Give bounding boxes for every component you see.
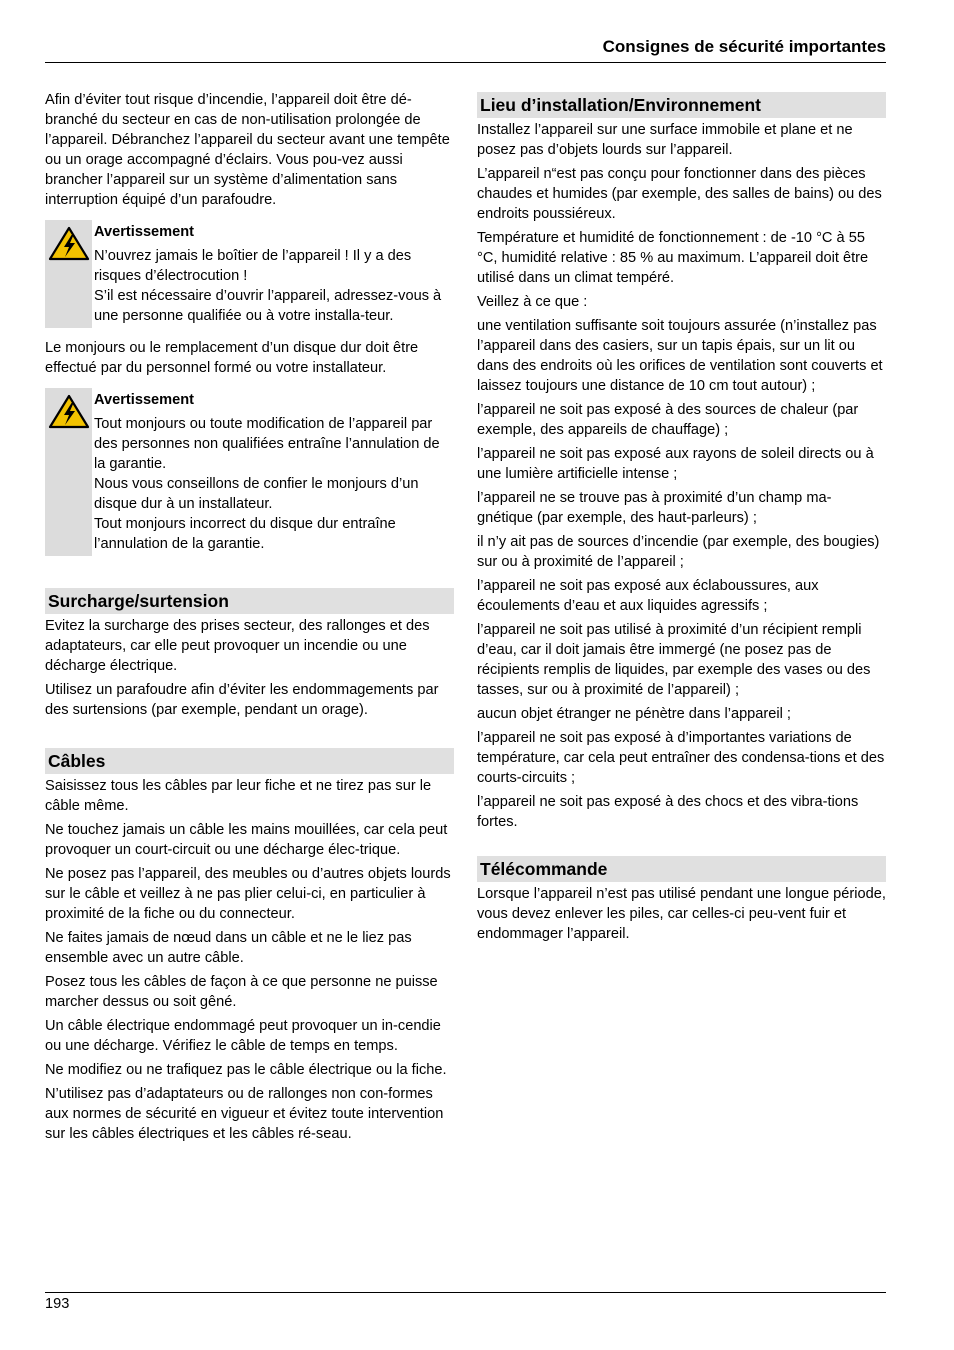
warning-title: Avertissement — [94, 392, 195, 408]
list-item: une ventilation suffisante soit toujours assurée (n’installez pas l’appareil dans des casiers, sur un tapis épais, sur un lit ou dans des endroits où les orifices de ventilation sont couverts et laissez toujours une distance de 10 cm tout autour) ; — [477, 318, 883, 394]
body-paragraph: Un câble électrique endommagé peut provoquer un in-cendie ou une décharge. Vérifiez le câble de temps en temps. — [45, 1018, 441, 1054]
list-item: aucun objet étranger ne pénètre dans l’appareil ; — [477, 706, 791, 722]
right-column — [477, 92, 886, 948]
list-item: l’appareil ne se trouve pas à proximité d’un champ ma-gnétique (par exemple, des haut-parleurs) ; — [477, 490, 832, 526]
intro-paragraph: Afin d’éviter tout risque d’incendie, l’appareil doit être dé-branché du secteur en cas de non-utilisation prolongée de l’appareil. Débranchez l’appareil du secteur avant une tempête ou un orage accompagné d’éclairs. Vous pou-vez aussi brancher l’appareil sur un système d’alimentation sans interruption équipé d’un parafoudre. — [45, 92, 450, 208]
list-item: l’appareil ne soit pas exposé à des sources de chaleur (par exemple, des appareils de chauffage) ; — [477, 402, 859, 438]
body-paragraph: Evitez la surcharge des prises secteur, des rallonges et des adaptateurs, car elle peut provoquer un incendie ou une décharge électrique. — [45, 618, 430, 674]
warning-body — [92, 388, 454, 556]
left-column — [45, 90, 454, 1148]
warning-line: Nous vous conseillons de confier le monjours d’un disque dur à un installateur. — [94, 476, 419, 512]
body-paragraph: Ne touchez jamais un câble les mains mouillées, car cela peut provoquer un court-circuit ou une décharge élec-trique. — [45, 822, 448, 858]
warning-triangle-icon — [48, 226, 90, 262]
warning-body — [92, 220, 454, 328]
list-item: l’appareil ne soit pas exposé aux rayons de soleil directs ou à une lumière artificielle intense ; — [477, 446, 874, 482]
footer-rule — [45, 1292, 886, 1293]
list-item: l’appareil ne soit pas utilisé à proximité d’un récipient rempli d’eau, car il doit jamais être immergé (ne posez pas de récipients remplis de liquides, par exemple des vases ou des tasses, sur ou à proximité de l’appareil) ; — [477, 622, 871, 698]
page-number: 193 — [45, 1296, 70, 1312]
page-header-title: Consignes de sécurité importantes — [602, 37, 886, 56]
monjours-paragraph: Le monjours ou le remplacement d’un disque dur doit être effectué par du personnel formé ou votre installateur. — [45, 340, 419, 376]
warning-box-1 — [45, 220, 454, 328]
warning-box-2 — [45, 388, 454, 556]
list-item: l’appareil ne soit pas exposé à d’importantes variations de température, car cela peut entraîner des condensa-tions et des courts-circuits ; — [477, 730, 885, 786]
body-paragraph: Lorsque l’appareil n’est pas utilisé pendant une longue période, vous devez enlever les piles, car celles-ci peu-vent fuir et endommager l’appareil. — [477, 886, 886, 942]
warning-line: Tout monjours incorrect du disque dur entraîne l’annulation de la garantie. — [94, 516, 396, 552]
body-paragraph: L’appareil n“est pas conçu pour fonctionner dans des pièces chaudes et humides (par exemple, des salles de bains) ou des endroits poussiéreux. — [477, 166, 882, 222]
body-paragraph: Installez l’appareil sur une surface immobile et plane et ne posez pas d’objets lourds sur l’appareil. — [477, 122, 853, 158]
body-paragraph: Ne posez pas l’appareil, des meubles ou d’autres objets lourds sur le câble et veillez à ne pas plier celui-ci, en particulier à proximité de la fiche ou du connecteur. — [45, 866, 451, 922]
body-paragraph: Ne faites jamais de nœud dans un câble et ne le liez pas ensemble avec un autre câble. — [45, 930, 412, 966]
body-paragraph: Utilisez un parafoudre afin d’éviter les endommagements par des surtensions (par exemple, pendant un orage). — [45, 682, 439, 718]
header-rule — [45, 62, 886, 63]
body-paragraph: N’utilisez pas d’adaptateurs ou de rallonges non con-formes aux normes de sécurité en vigueur et évitez toute intervention sur les câbles électriques et les câbles ré-seau. — [45, 1086, 444, 1142]
section-heading-telecommande: Télécommande — [477, 856, 886, 882]
body-paragraph: Veillez à ce que : — [477, 294, 588, 310]
warning-title: Avertissement — [94, 224, 195, 240]
body-paragraph: Température et humidité de fonctionnement : de -10 °C à 55 °C, humidité relative : 85 % au maximum. L’appareil doit être utilisé dans un climat tempéré. — [477, 230, 869, 286]
list-item: il n’y ait pas de sources d’incendie (par exemple, des bougies) sur ou à proximité de l’appareil ; — [477, 534, 880, 570]
section-heading-surcharge: Surcharge/surtension — [45, 588, 454, 614]
list-item: l’appareil ne soit pas exposé à des chocs et des vibra-tions fortes. — [477, 794, 859, 830]
warning-icon-cell — [45, 220, 92, 328]
warning-icon-cell — [45, 388, 92, 556]
warning-line: S’il est nécessaire d’ouvrir l’appareil, adressez-vous à une personne qualifiée ou à votre installa-teur. — [94, 288, 442, 324]
warning-triangle-icon — [48, 394, 90, 430]
list-item: l’appareil ne soit pas exposé aux éclaboussures, aux écoulements d’eau et aux liquides agressifs ; — [477, 578, 819, 614]
warning-line: Tout monjours ou toute modification de l’appareil par des personnes non qualifiées entraîne l’annulation de la garantie. — [94, 416, 440, 472]
body-paragraph: Posez tous les câbles de façon à ce que personne ne puisse marcher dessus ou soit gêné. — [45, 974, 438, 1010]
body-paragraph: Ne modifiez ou ne trafiquez pas le câble électrique ou la fiche. — [45, 1062, 447, 1078]
section-heading-cables: Câbles — [45, 748, 454, 774]
body-paragraph: Saisissez tous les câbles par leur fiche et ne tirez pas sur le câble même. — [45, 778, 432, 814]
warning-line: N’ouvrez jamais le boîtier de l’appareil ! Il y a des risques d’électrocution ! — [94, 248, 412, 284]
section-heading-lieu: Lieu d’installation/Environnement — [477, 92, 886, 118]
